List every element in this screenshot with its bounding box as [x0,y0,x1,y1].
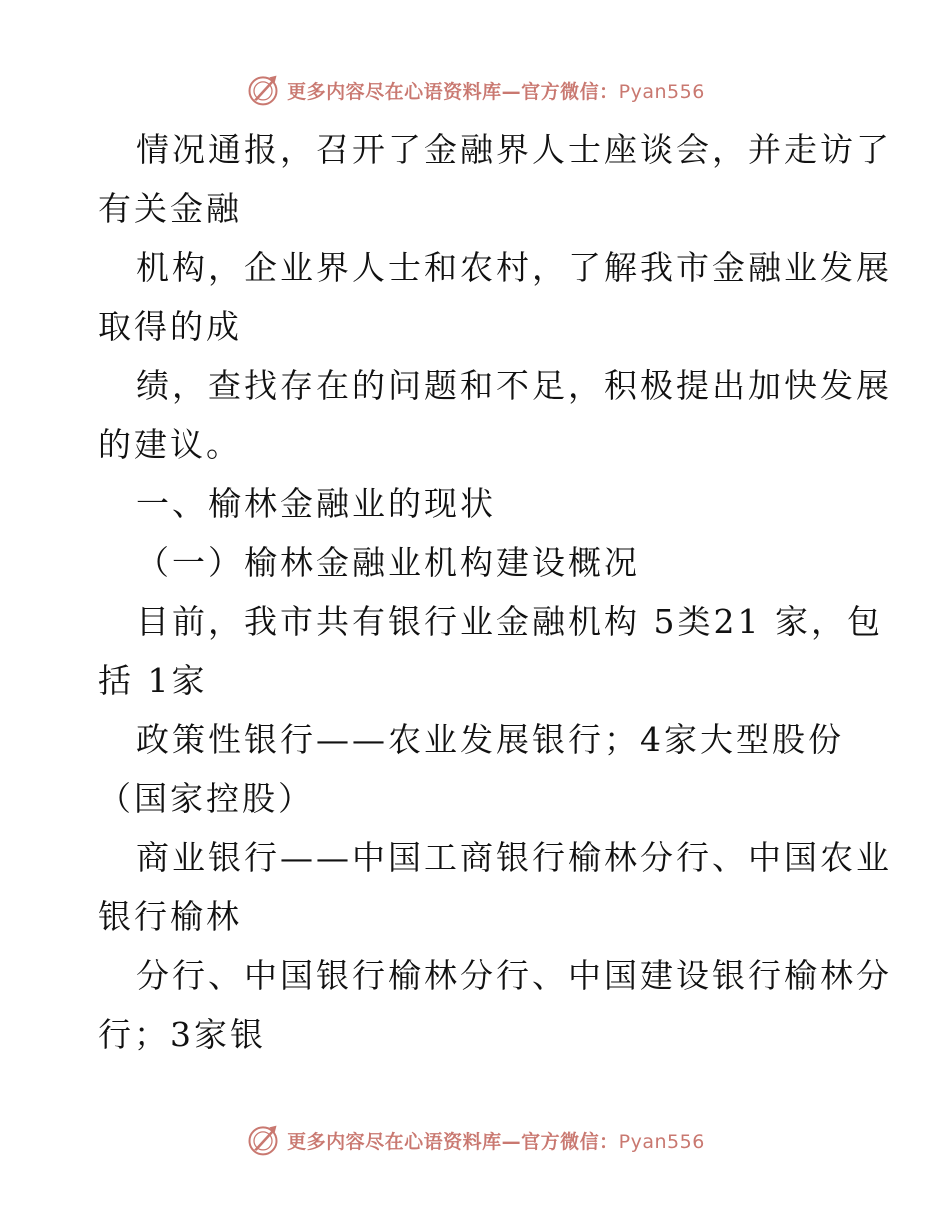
quill-pen-seal-icon [245,72,281,108]
text-line: 的建议。 [98,425,242,464]
text-line: 政策性银行——农业发展银行；4家大型股份 [136,720,844,759]
text-line: 情况通报，召开了金融界人士座谈会，并走访了 [136,130,892,169]
watermark-text [287,1127,705,1154]
footer-watermark [0,1120,950,1160]
text-line: 取得的成 [98,307,242,346]
text-line: 分行、中国银行榆林分行、中国建设银行榆林分 [136,956,892,995]
text-line: 目前，我市共有银行业金融机构 5类21 家，包 [136,602,883,641]
watermark-text [287,77,705,104]
watermark-label: 更多内容尽在心语资料库—官方微信： [287,80,619,103]
watermark-label: 更多内容尽在心语资料库—官方微信： [287,1130,619,1153]
text-line: 行；3家银 [98,1015,266,1054]
watermark-brand: Pyan556 [618,1130,705,1153]
subsection-heading: （一）榆林金融业机构建设概况 [136,543,640,582]
header-watermark [0,70,950,110]
document-body [98,120,892,1064]
quill-pen-seal-icon [245,1122,281,1158]
watermark-brand: Pyan556 [618,80,705,103]
text-line: 括 1家 [98,661,208,700]
text-line: 机构，企业界人士和农村，了解我市金融业发展 [136,248,892,287]
text-line: 有关金融 [98,189,242,228]
section-heading: 一、榆林金融业的现状 [136,484,496,523]
text-line: 商业银行——中国工商银行榆林分行、中国农业 [136,838,892,877]
text-line: 银行榆林 [98,897,242,936]
text-line: 绩，查找存在的问题和不足，积极提出加快发展 [136,366,892,405]
text-line: （国家控股） [98,779,314,818]
